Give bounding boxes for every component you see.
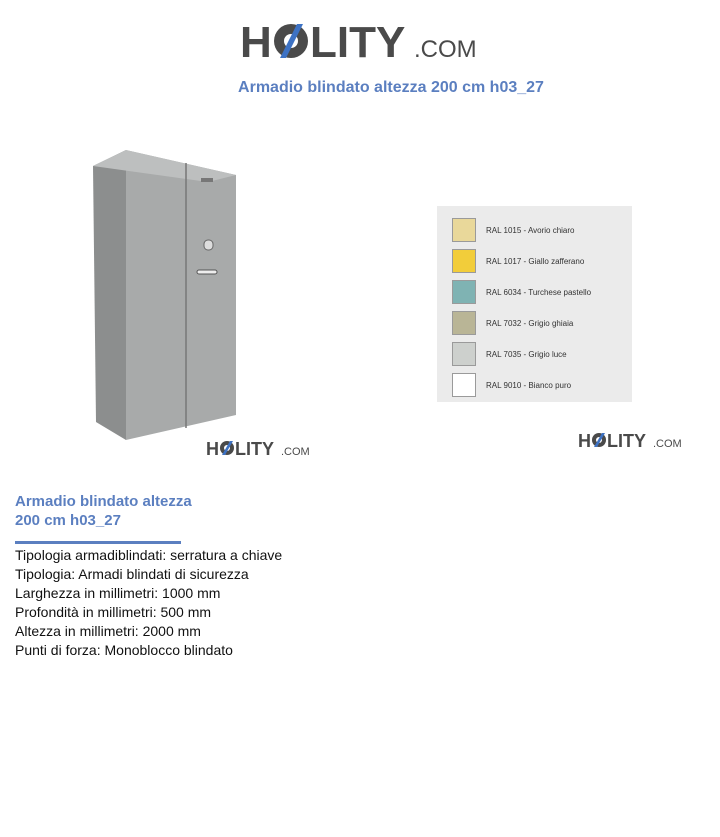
holity-logo[interactable] [240, 14, 480, 66]
svg-text:H: H [578, 431, 591, 451]
swatch-label: RAL 1017 - Giallo zafferano [486, 256, 585, 266]
swatch-row [452, 372, 571, 398]
swatch-label: RAL 7032 - Grigio ghiaia [486, 318, 574, 328]
swatch-avorio-chiaro [452, 218, 476, 242]
holity-watermark-logo [206, 436, 312, 460]
cabinet-image [88, 130, 248, 450]
swatch-grigio-ghiaia [452, 311, 476, 335]
svg-text:H: H [206, 439, 219, 459]
svg-text:.COM: .COM [653, 438, 682, 450]
swatch-row [452, 217, 575, 243]
holity-watermark-logo [578, 428, 690, 452]
swatch-label: RAL 7035 - Grigio luce [486, 349, 567, 359]
logo-letter-h: H [240, 18, 272, 66]
swatch-bianco-puro [452, 373, 476, 397]
svg-text:LITY: LITY [235, 439, 274, 459]
swatch-row [452, 248, 584, 274]
swatch-label: RAL 6034 - Turchese pastello [486, 287, 592, 297]
swatch-row [452, 310, 573, 336]
spec-line: Profondità in millimetri: 500 mm [15, 604, 212, 620]
swatch-turchese-pastello [452, 280, 476, 304]
product-heading-line1: Armadio blindato altezza [15, 493, 192, 510]
product-heading [15, 492, 225, 530]
swatch-row [452, 279, 591, 305]
svg-text:.COM: .COM [281, 446, 310, 458]
product-image[interactable] [0, 110, 330, 470]
color-swatch-panel[interactable] [437, 206, 632, 402]
spec-line: Tipologia: Armadi blindati di sicurezza [15, 566, 249, 582]
swatch-label: RAL 1015 - Avorio chiaro [486, 225, 575, 235]
page-title: Armadio blindato altezza 200 cm h03_27 [238, 79, 544, 96]
logo-letters-lity: LITY [310, 18, 406, 66]
swatch-row [452, 341, 567, 367]
logo-suffix: .COM [414, 36, 477, 63]
svg-text:LITY: LITY [607, 431, 646, 451]
swatch-grigio-luce [452, 342, 476, 366]
logo-o-icon [274, 24, 308, 58]
spec-line: Punti di forza: Monoblocco blindato [15, 642, 233, 658]
swatch-label: RAL 9010 - Bianco puro [486, 380, 572, 390]
holity-logo-graphic [240, 14, 480, 66]
heading-underline [15, 541, 181, 544]
spec-line: Altezza in millimetri: 2000 mm [15, 623, 201, 639]
product-heading-line2: 200 cm h03_27 [15, 512, 121, 529]
swatch-giallo-zafferano [452, 249, 476, 273]
spec-line: Tipologia armadiblindati: serratura a chiave [15, 547, 283, 563]
spec-line: Larghezza in millimetri: 1000 mm [15, 585, 221, 601]
spec-list [15, 546, 282, 660]
